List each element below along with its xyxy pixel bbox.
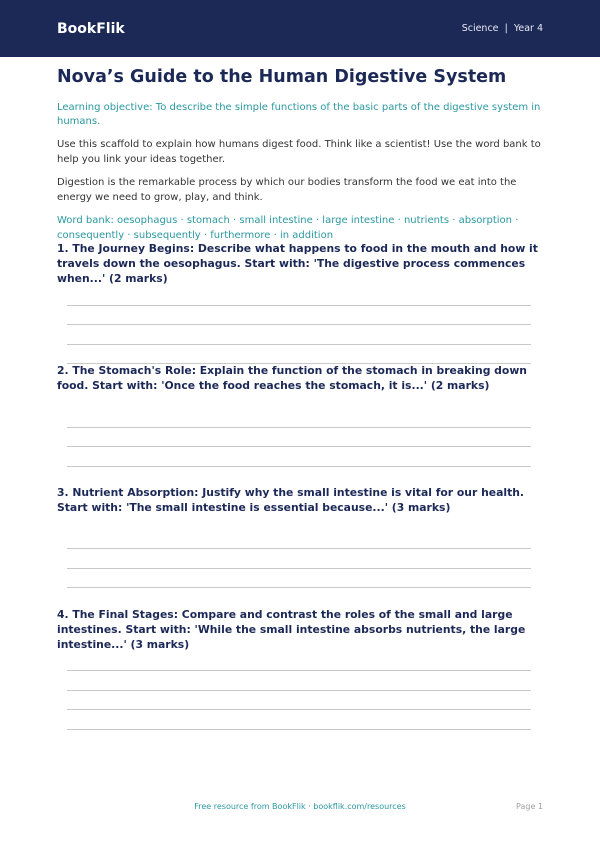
learning-objective: Learning objective: To describe the simple functions of the basic parts of the digestive system in humans. <box>57 102 541 127</box>
question-4 <box>57 607 543 652</box>
intro-paragraph: Use this scaffold to explain how humans digest food. Think like a scientist! Use the word bank to help you link your ideas together. <box>57 139 541 165</box>
answer-line[interactable] <box>67 344 531 345</box>
header-bar <box>0 0 600 57</box>
question-text: 1. The Journey Begins: Describe what happens to food in the mouth and how it travels down the oesophagus. Start with: 'The digestive process commences when...' (2 marks) <box>57 242 538 285</box>
question-1 <box>57 241 543 286</box>
answer-line[interactable] <box>67 548 531 549</box>
answer-line[interactable] <box>67 305 531 306</box>
answer-line[interactable] <box>67 466 531 467</box>
answer-line[interactable] <box>67 446 531 447</box>
answer-line[interactable] <box>67 427 531 428</box>
footer-resource-link[interactable]: Free resource from BookFlik · bookflik.com/resources <box>194 802 406 811</box>
question-text: 2. The Stomach's Role: Explain the function of the stomach in breaking down food. Start with: 'Once the food reaches the stomach, it is...' (2 marks) <box>57 364 527 392</box>
page-number: Page 1 <box>516 802 543 811</box>
intro-section <box>57 66 543 243</box>
question-text: 4. The Final Stages: Compare and contrast the roles of the small and large intestines. Start with: 'While the small intestine absorbs nutrients, the large intestine...' (3 marks) <box>57 608 526 651</box>
subject-year <box>462 23 543 34</box>
answer-line[interactable] <box>67 587 531 588</box>
answer-line[interactable] <box>67 709 531 710</box>
meta-separator: | <box>504 23 508 34</box>
answer-line[interactable] <box>67 729 531 730</box>
word-bank: Word bank: oesophagus · stomach · small intestine · large intestine · nutrients · absorption · consequently · subsequently · furthermore · in addition <box>57 215 519 241</box>
brand-logo[interactable]: BookFlik <box>57 20 125 37</box>
page-title: Nova’s Guide to the Human Digestive System <box>57 67 507 87</box>
question-text: 3. Nutrient Absorption: Justify why the small intestine is vital for our health. Start with: 'The small intestine is essential because...' (3 marks) <box>57 486 525 514</box>
answer-line[interactable] <box>67 324 531 325</box>
answer-line[interactable] <box>67 568 531 569</box>
subject-label: Science <box>461 23 499 34</box>
description-paragraph: Digestion is the remarkable process by which our bodies transform the food we eat into the energy we need to grow, play, and think. <box>57 177 517 203</box>
question-2 <box>57 363 543 393</box>
year-label: Year 4 <box>513 23 543 34</box>
answer-line[interactable] <box>67 670 531 671</box>
answer-line[interactable] <box>67 690 531 691</box>
question-3 <box>57 485 543 515</box>
